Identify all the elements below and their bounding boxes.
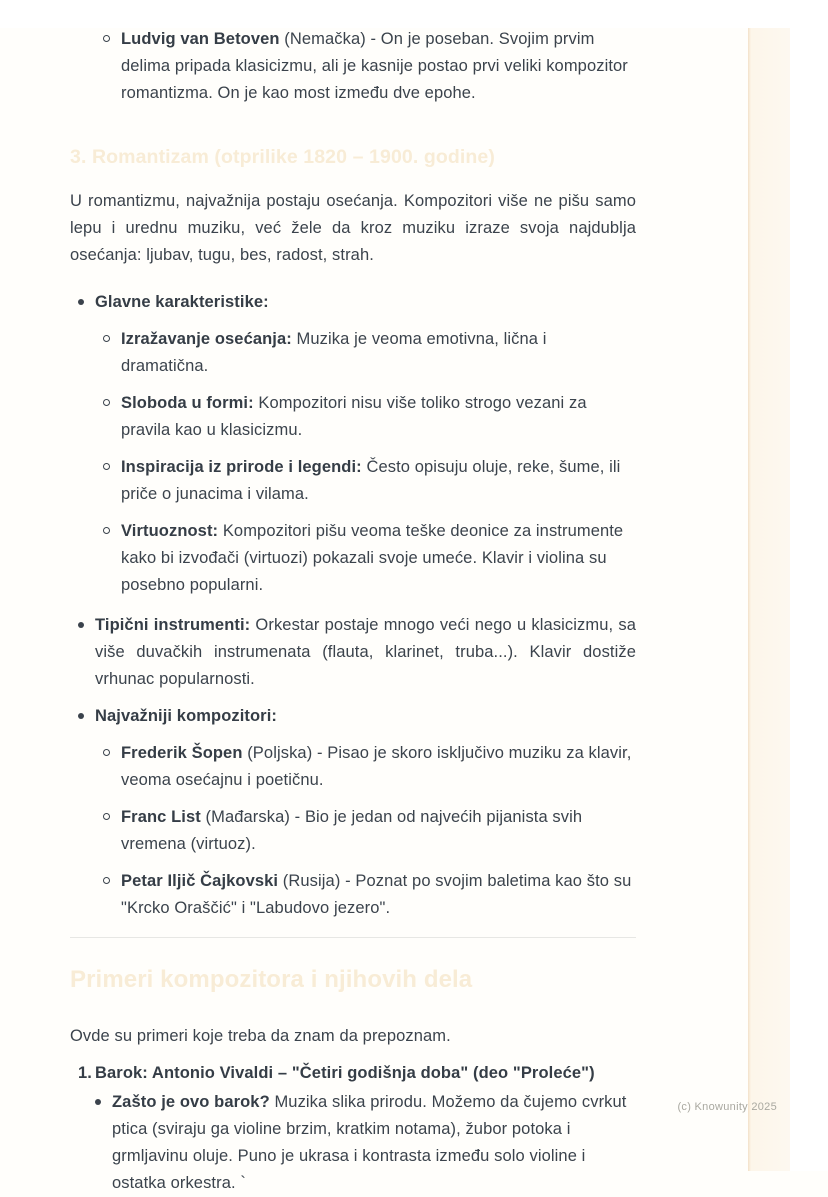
examples-numbered-list <box>70 1060 636 1197</box>
list-item-sopen <box>103 740 636 794</box>
list-item-inspiracija <box>103 454 636 508</box>
composer-desc: (Poljska) - Pisao je skoro isključivo muziku za klavir, veoma osećajnu i poetičnu. <box>121 744 632 789</box>
list-item-kompozitori <box>78 703 636 730</box>
document-body <box>70 0 636 1197</box>
list-item-instrumenti <box>78 612 636 693</box>
numbered-item-barok <box>78 1060 636 1197</box>
circle-bullet-icon <box>103 463 110 470</box>
composer-desc: (Mađarska) - Bio je jedan od najvećih pijanista svih vremena (virtuoz). <box>121 808 583 853</box>
item-desc: Kompozitori pišu veoma teške deonice za instrumente kako bi izvođači (virtuozi) pokazali svoje umeće. Klavir i violina su posebno popularni. <box>121 522 624 594</box>
item-term: Virtuoznost: <box>121 522 219 540</box>
composer-name: Petar Iljič Čajkovski <box>121 872 279 890</box>
example-title: Barok: Antonio Vivaldi – "Četiri godišnja doba" (deo "Proleće") <box>95 1064 595 1082</box>
composer-name: Ludvig van Betoven <box>121 30 280 48</box>
composers-sublist <box>70 740 636 922</box>
list-item-sloboda <box>103 390 636 444</box>
item-term: Zašto je ovo barok? <box>112 1093 270 1111</box>
circle-bullet-icon <box>103 749 110 756</box>
circle-bullet-icon <box>103 399 110 406</box>
item-term: Izražavanje osećanja: <box>121 330 292 348</box>
page-outside-area <box>790 0 828 1171</box>
list-item-zasto <box>95 1089 636 1197</box>
item-term: Tipični instrumenti: <box>95 616 251 634</box>
item-desc: Kompozitori nisu više toliko strogo vezani za pravila kao u klasicizmu. <box>121 394 587 439</box>
list-item-izrazavanje <box>103 326 636 380</box>
item-label: Glavne karakteristike: <box>95 293 269 311</box>
composer-name: Frederik Šopen <box>121 744 243 762</box>
circle-bullet-icon <box>103 335 110 342</box>
item-desc: Orkestar postaje mnogo veći nego u klasicizmu, sa više duvačkih instrumenata (flauta, klarinet, truba...). Klavir dostiže vrhunac popularnosti. <box>95 616 636 688</box>
list-item-cajkovski <box>103 868 636 922</box>
romantizam-list <box>70 289 636 922</box>
romantizam-intro-paragraph: U romantizmu, najvažnija postaju osećanja. Kompozitori više ne pišu samo lepu i urednu muziku, već žele da kroz muziku izraze svoja najdublja osećanja: ljubav, tugu, bes, radost, strah. <box>70 192 636 264</box>
knowunity-watermark: (c) Knowunity 2025 <box>677 1101 777 1113</box>
circle-bullet-icon <box>103 877 110 884</box>
disc-bullet-icon <box>78 622 84 628</box>
circle-bullet-icon <box>103 527 110 534</box>
item-term: Sloboda u formi: <box>121 394 254 412</box>
item-label: Najvažniji kompozitori: <box>95 707 277 725</box>
item-number: 1. <box>78 1064 92 1082</box>
list-item-betoven <box>103 26 636 107</box>
characteristics-sublist <box>70 326 636 599</box>
circle-bullet-icon <box>103 813 110 820</box>
section-heading-romantizam: 3. Romantizam (otprilike 1820 – 1900. godine) <box>70 146 495 168</box>
item-desc: Muzika je veoma emotivna, lična i dramatična. <box>121 330 547 375</box>
page-edge-shadow <box>748 28 790 1171</box>
composer-desc: (Rusija) - Poznat po svojim baletima kao što su "Krcko Oraščić" i "Labudovo jezero". <box>121 872 632 917</box>
composer-desc: (Nemačka) - On je poseban. Svojim prvim delima pripada klasicizmu, ali je kasnije postao prvi veliki kompozitor romantizma. On je kao most između dve epohe. <box>121 30 628 102</box>
section-heading-primeri: Primeri kompozitora i njihovih dela <box>70 966 473 993</box>
item-desc: Često opisuju oluje, reke, šume, ili priče o junacima i vilama. <box>121 458 621 503</box>
circle-bullet-icon <box>103 35 110 42</box>
list-item-virtuoznost <box>103 518 636 599</box>
disc-bullet-icon <box>78 299 84 305</box>
list-item-list <box>103 804 636 858</box>
section-divider <box>70 937 636 938</box>
composer-name: Franc List <box>121 808 201 826</box>
item-term: Inspiracija iz prirode i legendi: <box>121 458 362 476</box>
disc-bullet-icon <box>78 713 84 719</box>
primeri-intro-paragraph: Ovde su primeri koje treba da znam da prepoznam. <box>70 1027 451 1045</box>
list-item-karakteristike <box>78 289 636 316</box>
disc-bullet-icon <box>95 1099 101 1105</box>
item-desc: Muzika slika prirodu. Možemo da čujemo cvrkut ptica (sviraju ga violine brzim, kratkim notama), žubor potoka i grmljavinu oluje. Puno je ukrasa i kontrasta između solo violine i ostatka orkestra. ` <box>112 1093 627 1192</box>
